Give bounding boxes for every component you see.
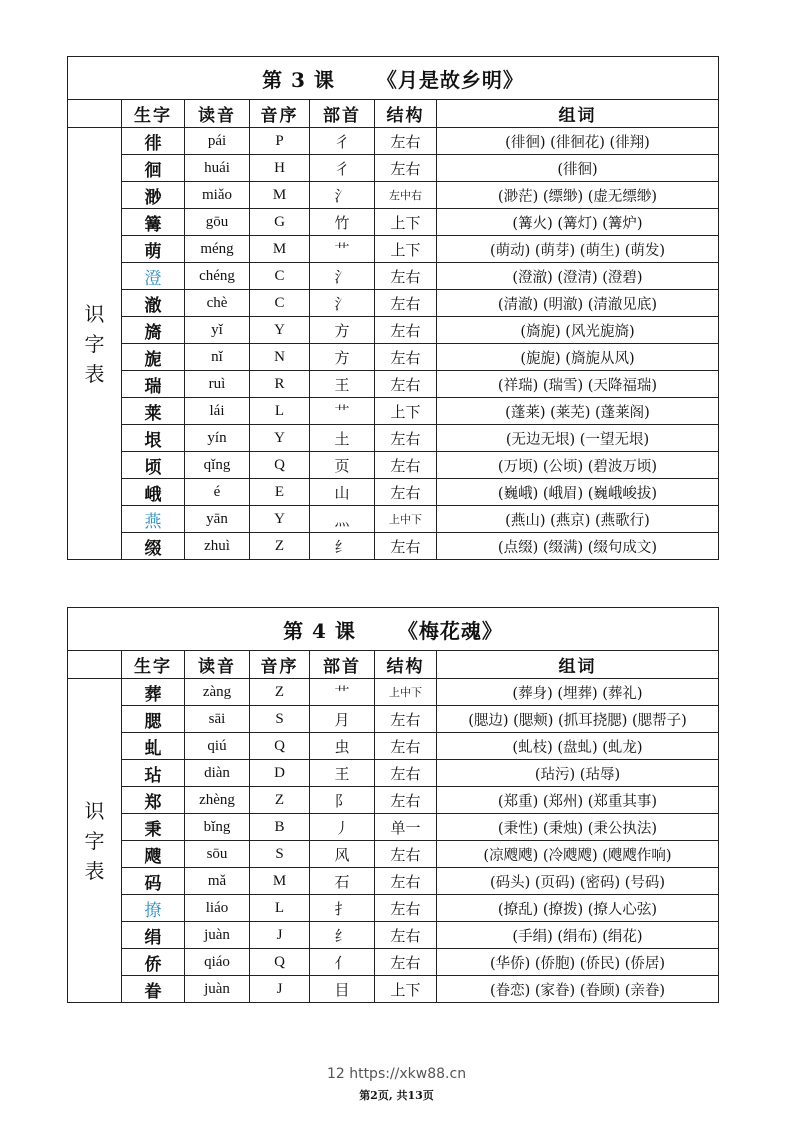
- lesson-4-table: [67, 607, 719, 1003]
- index-letter-cell: S: [250, 706, 310, 733]
- radical-cell: 土: [310, 425, 375, 452]
- table-row: [68, 209, 719, 236]
- words-cell: (萌动) (萌芽) (萌生) (萌发): [437, 236, 719, 263]
- header-pinyin: 读音: [185, 651, 250, 679]
- header-words: 组词: [437, 100, 719, 128]
- index-letter-cell: E: [250, 479, 310, 506]
- structure-cell: 左右: [375, 317, 437, 344]
- table-row: [68, 679, 719, 706]
- lesson-title-row: [68, 57, 719, 100]
- lesson-title: [68, 608, 719, 651]
- radical-cell: 王: [310, 371, 375, 398]
- words-cell: (码头) (页码) (密码) (号码): [437, 868, 719, 895]
- table-row: [68, 922, 719, 949]
- pinyin-cell: chè: [185, 290, 250, 317]
- words-cell: (秉性) (秉烛) (秉公执法): [437, 814, 719, 841]
- index-letter-cell: M: [250, 236, 310, 263]
- char-cell: 徊: [122, 155, 185, 182]
- char-cell: 徘: [122, 128, 185, 155]
- side-label-char: 识: [84, 798, 105, 823]
- char-cell: 萌: [122, 236, 185, 263]
- header-radical: 部首: [310, 651, 375, 679]
- char-cell: 顷: [122, 452, 185, 479]
- radical-cell: 虫: [310, 733, 375, 760]
- table-row: [68, 452, 719, 479]
- table-row: [68, 949, 719, 976]
- radical-cell: 页: [310, 452, 375, 479]
- pinyin-cell: qǐng: [185, 452, 250, 479]
- side-label: [68, 679, 122, 1003]
- radical-cell: 月: [310, 706, 375, 733]
- radical-cell: 竹: [310, 209, 375, 236]
- structure-cell: 左右: [375, 949, 437, 976]
- page-number: 第2页, 共13页: [359, 1089, 434, 1102]
- char-cell: 篝: [122, 209, 185, 236]
- radical-cell: 风: [310, 841, 375, 868]
- pinyin-cell: yǐ: [185, 317, 250, 344]
- char-cell: 旖: [122, 317, 185, 344]
- lesson-3-table: [67, 56, 719, 560]
- pinyin-cell: nǐ: [185, 344, 250, 371]
- structure-cell: 左右: [375, 868, 437, 895]
- index-letter-cell: L: [250, 398, 310, 425]
- structure-cell: 单一: [375, 814, 437, 841]
- structure-cell: 左右: [375, 344, 437, 371]
- index-letter-cell: M: [250, 182, 310, 209]
- pinyin-cell: liáo: [185, 895, 250, 922]
- pinyin-cell: yín: [185, 425, 250, 452]
- char-cell: 莱: [122, 398, 185, 425]
- structure-cell: 左中右: [375, 182, 437, 209]
- words-cell: (郑重) (郑州) (郑重其事): [437, 787, 719, 814]
- char-cell: 瑞: [122, 371, 185, 398]
- table-row: [68, 344, 719, 371]
- words-cell: (清澈) (明澈) (清澈见底): [437, 290, 719, 317]
- words-cell: (祥瑞) (瑞雪) (天降福瑞): [437, 371, 719, 398]
- words-cell: (徘徊): [437, 155, 719, 182]
- header-words: 组词: [437, 651, 719, 679]
- index-letter-cell: L: [250, 895, 310, 922]
- radical-cell: 方: [310, 344, 375, 371]
- words-cell: (腮边) (腮颊) (抓耳挠腮) (腮帮子): [437, 706, 719, 733]
- char-cell: 秉: [122, 814, 185, 841]
- words-cell: (万顷) (公顷) (碧波万顷): [437, 452, 719, 479]
- index-letter-cell: G: [250, 209, 310, 236]
- char-cell: 垠: [122, 425, 185, 452]
- radical-cell: 艹: [310, 236, 375, 263]
- header-char: 生字: [122, 651, 185, 679]
- char-cell: 绢: [122, 922, 185, 949]
- table-row: [68, 533, 719, 560]
- table-row: [68, 263, 719, 290]
- radical-cell: 方: [310, 317, 375, 344]
- structure-cell: 上下: [375, 398, 437, 425]
- char-cell: 峨: [122, 479, 185, 506]
- pinyin-cell: juàn: [185, 922, 250, 949]
- index-letter-cell: C: [250, 290, 310, 317]
- structure-cell: 左右: [375, 922, 437, 949]
- index-letter-cell: M: [250, 868, 310, 895]
- index-letter-cell: J: [250, 976, 310, 1003]
- structure-cell: 左右: [375, 290, 437, 317]
- structure-cell: 左右: [375, 479, 437, 506]
- words-cell: (点缀) (缀满) (缀句成文): [437, 533, 719, 560]
- words-cell: (澄澈) (澄清) (澄碧): [437, 263, 719, 290]
- pinyin-cell: qiú: [185, 733, 250, 760]
- index-letter-cell: J: [250, 922, 310, 949]
- table-row: [68, 425, 719, 452]
- structure-cell: 上下: [375, 209, 437, 236]
- structure-cell: 左右: [375, 733, 437, 760]
- words-cell: (凉飕飕) (冷飕飕) (飕飕作响): [437, 841, 719, 868]
- index-letter-cell: Q: [250, 452, 310, 479]
- index-letter-cell: Z: [250, 533, 310, 560]
- table-row: [68, 841, 719, 868]
- header-char: 生字: [122, 100, 185, 128]
- header-index: 音序: [250, 100, 310, 128]
- radical-cell: 氵: [310, 290, 375, 317]
- table-row: [68, 290, 719, 317]
- pinyin-cell: huái: [185, 155, 250, 182]
- pinyin-cell: sōu: [185, 841, 250, 868]
- side-label-char: 表: [84, 361, 105, 386]
- words-cell: (撩乱) (撩拨) (撩人心弦): [437, 895, 719, 922]
- index-letter-cell: Z: [250, 679, 310, 706]
- structure-cell: 左右: [375, 706, 437, 733]
- radical-cell: 王: [310, 760, 375, 787]
- structure-cell: 左右: [375, 452, 437, 479]
- radical-cell: 山: [310, 479, 375, 506]
- structure-cell: 上下: [375, 236, 437, 263]
- words-cell: (渺茫) (缥缈) (虚无缥缈): [437, 182, 719, 209]
- structure-cell: 左右: [375, 533, 437, 560]
- index-letter-cell: R: [250, 371, 310, 398]
- pinyin-cell: ruì: [185, 371, 250, 398]
- index-letter-cell: B: [250, 814, 310, 841]
- structure-cell: 左右: [375, 841, 437, 868]
- structure-cell: 左右: [375, 895, 437, 922]
- radical-cell: 丿: [310, 814, 375, 841]
- char-cell: 渺: [122, 182, 185, 209]
- char-cell: 燕: [122, 506, 185, 533]
- column-header-row: [68, 100, 719, 128]
- side-label-char: 字: [84, 331, 105, 356]
- lesson-number: 第 3 课: [262, 67, 335, 92]
- index-letter-cell: Q: [250, 949, 310, 976]
- header-pinyin: 读音: [185, 100, 250, 128]
- table-row: [68, 706, 719, 733]
- table-row: [68, 317, 719, 344]
- words-cell: (巍峨) (峨眉) (巍峨峻拔): [437, 479, 719, 506]
- words-cell: (手绢) (绢布) (绢花): [437, 922, 719, 949]
- lesson-name: 《月是故乡明》: [376, 67, 524, 92]
- radical-cell: 氵: [310, 263, 375, 290]
- radical-cell: 艹: [310, 398, 375, 425]
- index-letter-cell: Z: [250, 787, 310, 814]
- words-cell: (燕山) (燕京) (燕歌行): [437, 506, 719, 533]
- structure-cell: 左右: [375, 787, 437, 814]
- char-cell: 眷: [122, 976, 185, 1003]
- char-cell: 玷: [122, 760, 185, 787]
- words-cell: (葬身) (埋葬) (葬礼): [437, 679, 719, 706]
- char-cell: 虬: [122, 733, 185, 760]
- pinyin-cell: miǎo: [185, 182, 250, 209]
- radical-cell: 彳: [310, 155, 375, 182]
- table-row: [68, 895, 719, 922]
- char-cell: 侨: [122, 949, 185, 976]
- char-cell: 飕: [122, 841, 185, 868]
- structure-cell: 左右: [375, 155, 437, 182]
- lesson-title-row: [68, 608, 719, 651]
- index-letter-cell: Y: [250, 506, 310, 533]
- radical-cell: 纟: [310, 922, 375, 949]
- structure-cell: 上中下: [375, 506, 437, 533]
- char-cell: 澈: [122, 290, 185, 317]
- lesson-3-rows: [68, 128, 719, 560]
- side-label-char: 字: [84, 828, 105, 853]
- words-cell: (虬枝) (盘虬) (虬龙): [437, 733, 719, 760]
- char-cell: 葬: [122, 679, 185, 706]
- radical-cell: 艹: [310, 679, 375, 706]
- pinyin-cell: zhèng: [185, 787, 250, 814]
- pinyin-cell: lái: [185, 398, 250, 425]
- lesson-title: [68, 57, 719, 100]
- radical-cell: 彳: [310, 128, 375, 155]
- table-row: [68, 236, 719, 263]
- char-cell: 旎: [122, 344, 185, 371]
- pinyin-cell: diàn: [185, 760, 250, 787]
- table-row: [68, 506, 719, 533]
- structure-cell: 左右: [375, 760, 437, 787]
- header-structure: 结构: [375, 651, 437, 679]
- index-letter-cell: D: [250, 760, 310, 787]
- pinyin-cell: sāi: [185, 706, 250, 733]
- table-row: [68, 868, 719, 895]
- blank-header-cell: [68, 651, 122, 679]
- table-row: [68, 976, 719, 1003]
- table-row: [68, 128, 719, 155]
- table-row: [68, 787, 719, 814]
- lesson-name: 《梅花魂》: [397, 618, 503, 643]
- table-row: [68, 398, 719, 425]
- words-cell: (旎旎) (旖旎从风): [437, 344, 719, 371]
- pinyin-cell: pái: [185, 128, 250, 155]
- index-letter-cell: Y: [250, 425, 310, 452]
- index-letter-cell: C: [250, 263, 310, 290]
- pinyin-cell: qiáo: [185, 949, 250, 976]
- words-cell: (眷恋) (家眷) (眷顾) (亲眷): [437, 976, 719, 1003]
- char-cell: 码: [122, 868, 185, 895]
- char-cell: 郑: [122, 787, 185, 814]
- pinyin-cell: juàn: [185, 976, 250, 1003]
- header-structure: 结构: [375, 100, 437, 128]
- side-label-char: 识: [84, 301, 105, 326]
- structure-cell: 上中下: [375, 679, 437, 706]
- structure-cell: 左右: [375, 128, 437, 155]
- index-letter-cell: N: [250, 344, 310, 371]
- char-cell: 澄: [122, 263, 185, 290]
- table-row: [68, 182, 719, 209]
- words-cell: (华侨) (侨胞) (侨民) (侨居): [437, 949, 719, 976]
- words-cell: (无边无垠) (一望无垠): [437, 425, 719, 452]
- structure-cell: 左右: [375, 371, 437, 398]
- char-cell: 腮: [122, 706, 185, 733]
- index-letter-cell: Q: [250, 733, 310, 760]
- header-index: 音序: [250, 651, 310, 679]
- table-row: [68, 814, 719, 841]
- column-header-row: [68, 651, 719, 679]
- words-cell: (篝火) (篝灯) (篝炉): [437, 209, 719, 236]
- index-letter-cell: H: [250, 155, 310, 182]
- pinyin-cell: méng: [185, 236, 250, 263]
- words-cell: (徘徊) (徘徊花) (徘翔): [437, 128, 719, 155]
- index-letter-cell: P: [250, 128, 310, 155]
- pinyin-cell: zhuì: [185, 533, 250, 560]
- table-row: [68, 760, 719, 787]
- words-cell: (旖旎) (风光旎旖): [437, 317, 719, 344]
- index-letter-cell: S: [250, 841, 310, 868]
- table-row: [68, 371, 719, 398]
- pinyin-cell: yān: [185, 506, 250, 533]
- pinyin-cell: zàng: [185, 679, 250, 706]
- radical-cell: 扌: [310, 895, 375, 922]
- pinyin-cell: mǎ: [185, 868, 250, 895]
- header-radical: 部首: [310, 100, 375, 128]
- radical-cell: 阝: [310, 787, 375, 814]
- structure-cell: 左右: [375, 263, 437, 290]
- pinyin-cell: bǐng: [185, 814, 250, 841]
- side-label-char: 表: [84, 858, 105, 883]
- pinyin-cell: é: [185, 479, 250, 506]
- structure-cell: 上下: [375, 976, 437, 1003]
- blank-header-cell: [68, 100, 122, 128]
- radical-cell: 氵: [310, 182, 375, 209]
- radical-cell: 石: [310, 868, 375, 895]
- footer-url: 12 https://xkw88.cn: [326, 1066, 467, 1082]
- lesson-4-rows: [68, 679, 719, 1003]
- char-cell: 撩: [122, 895, 185, 922]
- table-row: [68, 479, 719, 506]
- words-cell: (玷污) (玷辱): [437, 760, 719, 787]
- table-row: [68, 155, 719, 182]
- radical-cell: 目: [310, 976, 375, 1003]
- index-letter-cell: Y: [250, 317, 310, 344]
- side-label: [68, 128, 122, 560]
- lesson-number: 第 4 课: [283, 618, 356, 643]
- pinyin-cell: chéng: [185, 263, 250, 290]
- char-cell: 缀: [122, 533, 185, 560]
- table-row: [68, 733, 719, 760]
- radical-cell: 灬: [310, 506, 375, 533]
- structure-cell: 左右: [375, 425, 437, 452]
- radical-cell: 纟: [310, 533, 375, 560]
- words-cell: (蓬莱) (莱芜) (蓬莱阁): [437, 398, 719, 425]
- radical-cell: 亻: [310, 949, 375, 976]
- pinyin-cell: gōu: [185, 209, 250, 236]
